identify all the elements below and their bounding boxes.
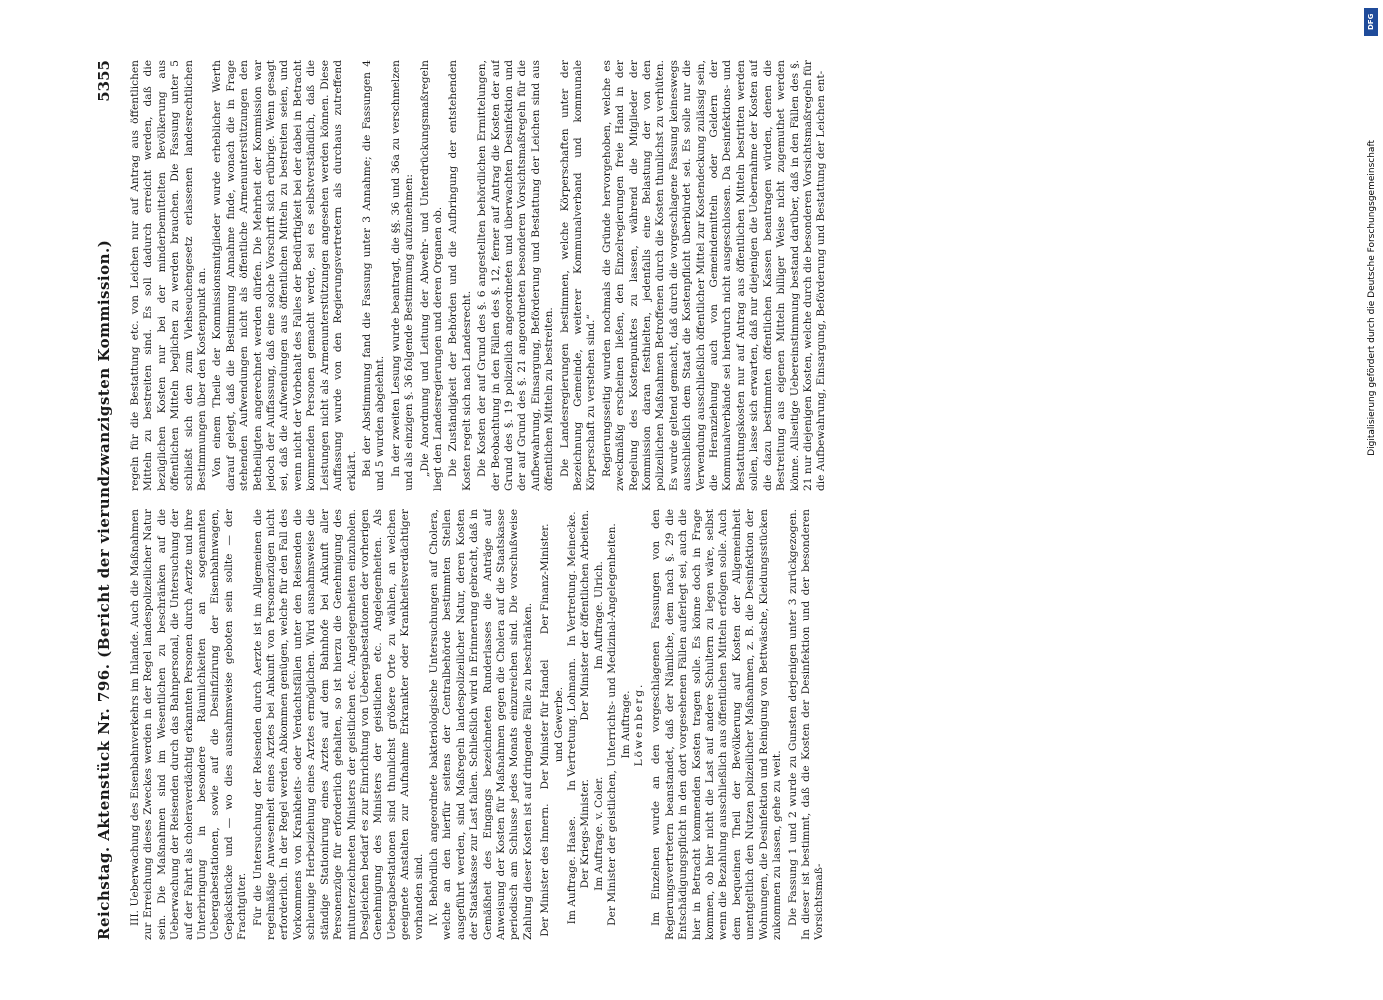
paragraph: Bei der Abstimmung fand die Fassung unter 3 Annahme; die Fassungen 4 und 5 wurden abgelehnt. (360, 60, 387, 491)
quoted-paragraph: Die Landesregierungen bestimmen, welche Körperschaften unter der Bezeichnung Gemeinde, weiterer Kommunalverband und kommunale Körperschaft zu verstehen sind.“ (558, 60, 598, 491)
signature-title: Der Minister des Innern. (539, 803, 552, 937)
paragraph: Regierungsseitig wurden nochmals die Gründe hervorgehoben, welche es zweckmäßig erscheinen ließen, den Einzelregierungen freie Hand in der Regelung des Kostenpunktes zu lassen, während die Mitglieder der Kommission daran festhielten, jedenfalls eine Belastung der von den polizeilichen Maßnahmen Betroffenen durch die Kosten thunlichst zu verhüten. Es wurde geltend gemacht, daß durch die vorgeschlagene Fassung keineswegs ausschließlich dem Staat die Kostenpflicht überbürdet sei. Es solle nur die Verwendung ausschließlich öffentlicher Mittel zur Kostendeckung zulässig sein, die Heranziehung auch von Gemeindemitteln oder Geldern der Kommunalverbände sei hierdurch nicht ausgeschlossen. Da Desinfektions- und Bestattungskosten nur auf Antrag aus öffentlichen Mitteln bestritten werden sollen, lasse sich erwarten, daß nur diejenigen die Uebernahme der Kosten auf die dazu bestimmten öffentlichen Kassen beantragen würden, denen die Bestreitung aus eigenen Mitteln billiger Weise nicht zugemuthet werden könne. Allseitige Uebereinstimmung bestand darüber, daß in den Fällen des §. 21 nur diejenigen Kosten, welche durch die besonderen Vorsichtsmaßregeln für die Aufbewahrung, Einsargung, Beförderung und Bestattung der Leichen ent- (600, 60, 828, 491)
signature-row (566, 509, 579, 940)
paragraph: In der zweiten Lesung wurde beantragt, die §§. 36 und 36a zu verschmelzen und als einzigen §. 36 folgende Bestimmung aufzunehmen: (389, 60, 416, 491)
signature-name: Im Auftrage. Ulrich. (592, 561, 605, 670)
signature-title: Der Kriegs-Minister. (579, 779, 592, 889)
dfg-logo: DFG (1364, 8, 1378, 36)
signature-name: Im Auftrage. Haase. (566, 815, 578, 925)
page-number: 5355 (95, 60, 113, 102)
quoted-paragraph: „Die Anordnung und Leitung der Abwehr- und Unterdrückungsmaßregeln liegt den Landesregierungen und deren Organen ob. (418, 60, 444, 491)
quoted-paragraph: Die Kosten der auf Grund des §. 6 angestellten behördlichen Ermittelungen, der Beobachtung in den Fällen des §. 12, ferner auf Antrag die Kosten der auf Grund des §. 19 polizeilich angeordneten und überwachten Desinfektion und der auf Grund des §. 21 angeordneten besonderen Vorsichtsmaßregeln für die Aufbewahrung, Einsargung, Beförderung und Bestattung der Leichen sind aus öffentlichen Mitteln zu bestreiten. (476, 60, 556, 491)
signature-name: Löwenberg. (633, 682, 646, 767)
paragraph: IV. Behördlich angeordnete bakteriologische Untersuchungen auf Cholera, welche an den hierfür seitens der Centralbehörde bestimmten Stellen ausgeführt werden, sind Maßregeln landespolizeilicher Natur, deren Kosten der Staatskasse zur Last fallen. Schließlich wird in Erinnerung gebracht, daß in Gemäßheit des Eingangs bezeichneten Runderlasses die Anträge auf Anweisung der Kosten für Maßnahmen gegen die Cholera auf die Staatskasse periodisch am Schlusse jedes Monats einzureichen sind. Die vorschußweise Zahlung dieser Kosten ist auf dringende Fälle zu beschränken. (427, 509, 534, 940)
signature-name: Im Auftrage. v. Coler. (592, 776, 605, 891)
signature-title: Der Finanz-Minister. (539, 523, 552, 635)
paragraph: Von einem Theile der Kommissionsmitglieder wurde erheblicher Werth darauf gelegt, daß die Bestimmung Annahme finde, wonach die in Frage stehenden Aufwendungen nicht als öffentliche Armenunterstützungen den Betheiligten angerechnet werden dürfen. Die Mehrheit der Kommission war jedoch der Auffassung, daß eine solche Vorschrift sich erübrige. Wenn gesagt sei, daß die Aufwendungen aus öffentlichen Mitteln zu bestreiten seien, und wenn nicht der Vorbehalt des Falles der Bedürftigkeit bei der dabei in Betracht kommenden Personen gemacht werde, sei es selbstverständlich, daß die Leistungen nicht als Armenunterstützungen angesehen werden können. Diese Auffassung wurde von den Regierungsvertretern als durchaus zutreffend erklärt. (211, 60, 358, 491)
signature-row (593, 509, 606, 940)
digitization-credit: Digitalisierung gefördert durch die Deutsche Forschungsgemeinschaft (1367, 140, 1377, 456)
signature-title: Der Minister für Handel und Gewerbe. (539, 659, 565, 790)
paragraph: regeln für die Bestattung etc. von Leichen nur auf Antrag aus öffentlichen Mitteln zu bestreiten sind. Es soll dadurch erreicht werden, daß die bezüglichen Kosten nur bei der minderbemittelten Bevölkerung aus öffentlichen Mitteln beglichen zu werden brauchen. Die Fassung unter 5 schließt sich den zum Viehseuchengesetz erlassenen landesrechtlichen Bestimmungen über den Kostenpunkt an. (129, 60, 209, 491)
page-header-title: Reichstag. Aktenstück Nr. 796. (Bericht der vierundzwanzigsten Kommission.) (95, 239, 113, 940)
right-column (129, 60, 1265, 491)
paragraph: Die Fassung 1 und 2 wurde zu Gunsten derjenigen unter 3 zurückgezogen. In dieser ist bestimmt, daß die Kosten der Desinfektion und der besonderen Vorsichtsmaß- (786, 509, 826, 940)
paragraph: Für die Untersuchung der Reisenden durch Aerzte ist im Allgemeinen die regelmäßige Anwesenheit eines Arztes bei Ankunft von Personenzügen nicht erforderlich. In der Regel werden Abkommen genügen, welche für den Fall des Vorkommens von Krankheits- oder Verdachtsfällen unter den Reisenden die schleunige Herbeiziehung eines Arztes ermöglichen. Wird ausnahmsweise die ständige Stationirung eines Arztes auf dem Bahnhofe bei Ankunft aller Personenzüge für erforderlich gehalten, so ist hierzu die Genehmigung des mitunterzeichneten Ministers der geistlichen etc. Angelegenheiten einzuholen. Desgleichen bedarf es zur Einrichtung von Uebergabestationen der vorherigen Genehmigung des Ministers der geistlichen etc. Angelegenheiten. Als Uebergabestationen sind thunlichst größere Orte zu wählen, an welchen geeignete Anstalten zur Aufnahme Erkrankter oder Krankheitsverdächtiger vorhanden sind. (251, 509, 425, 940)
running-head (85, 60, 123, 940)
text-columns (129, 60, 1265, 940)
signature-block (539, 509, 646, 940)
signature-note: Im Auftrage. (619, 690, 632, 759)
signature-name: In Vertretung. Meinecke. (566, 511, 578, 647)
paragraph: Im Einzelnen wurde an den vorgeschlagenen Fassungen von den Regierungsvertretern beanstandet, daß der Nämliche, dem nach §. 29 die Entschädigungspflicht in den dort vorgesehenen Fällen auferlegt sei, auch die hier in Betracht kommenden Kosten tragen solle. Es könne doch in Frage kommen, ob hier nicht die Last auf andere Schultern zu legen wäre, selbst wenn die Bezahlung ausschließlich aus öffentlichen Mitteln erfolgen solle. Auch dem bequeinen Theil der Bevölkerung auf Kosten der Allgemeinheit unentgeltlich den Nutzen polizeilicher Maßnahmen, z. B. die Desinfektion der Wohnungen, die Desinfektion und Reinigung von Bettwäsche, Kleidungsstücken zukommen zu lassen, gehe zu weit. (650, 509, 784, 940)
signature-name: In Vertretung. Lohmann. (566, 657, 578, 791)
paragraph: III. Ueberwachung des Eisenbahnverkehrs im Inlande. Auch die Maßnahmen zur Erreichung dieses Zweckes werden in der Regel landespolizeilicher Natur sein. Die Maßnahmen sind im Wesentlichen zu beschränken auf die Ueberwachung der Reisenden durch das Bahnpersonal, die Untersuchung der auf der Fahrt als choleraverdächtig erkannten Personen durch Aerzte und ihre Unterbringung in besondere Räumlichkeiten an sogenannten Uebergabestationen, sowie auf die Desinfizirung der Eisenbahnwagen, Gepäckstücke und — wo dies ausnahmsweise geboten sein sollte — der Frachtgüter. (129, 509, 249, 940)
quoted-paragraph: Die Zuständigkeit der Behörden und die Aufbringung der entstehenden Kosten regelt sich nach Landesrecht. (447, 60, 473, 491)
signature-row (539, 509, 566, 940)
signature-title: Der Minister der geistlichen, Unterrichts- und Medizinal-Angelegenheiten. (606, 523, 619, 926)
left-column (129, 509, 1265, 940)
signature-row (579, 509, 592, 940)
signature-title: Der Minister der öffentlichen Arbeiten. (579, 509, 592, 721)
rotated-page (85, 60, 1265, 940)
